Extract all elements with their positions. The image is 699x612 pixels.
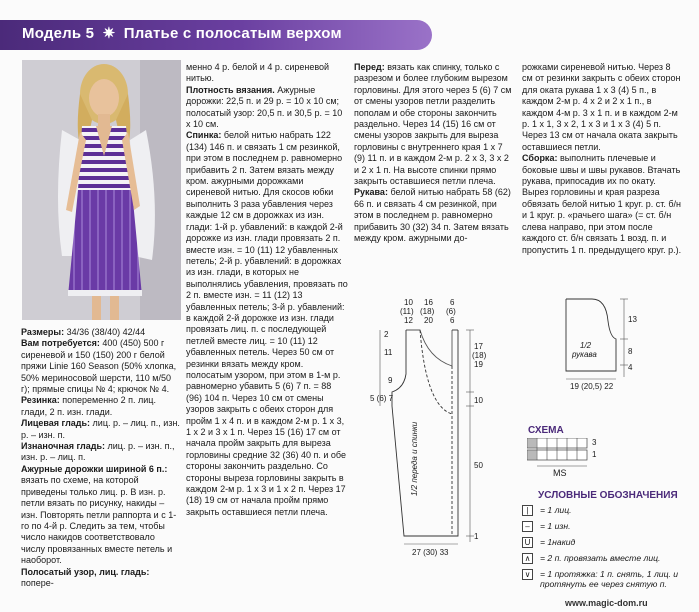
legend-title: УСЛОВНЫЕ ОБОЗНАЧЕНИЯ: [538, 490, 678, 501]
dim-right-1: 1: [474, 532, 479, 541]
dim-right-17: 17: [474, 342, 483, 351]
schema-row-1: 1: [592, 450, 597, 459]
dim-top-left-sub: (11): [400, 307, 414, 316]
schema-title: СХЕМА: [528, 425, 564, 436]
sleeve-pattern-diagram: [548, 295, 648, 391]
stripe-continued-text: менно 4 р. белой и 4 р. сиреневой нитью.: [186, 62, 330, 84]
legend-text: = 1накид: [540, 537, 576, 547]
legend-item: [522, 569, 692, 589]
stockinette-label: Лицевая гладь:: [21, 418, 91, 429]
gauge-label: Плотность вязания.: [186, 84, 275, 95]
legend-item: [522, 537, 575, 548]
k2tog-symbol-icon: ∧: [522, 553, 533, 564]
stripe-text: попере-: [21, 577, 54, 588]
knit-symbol-icon: |: [522, 505, 533, 516]
dim-top-left: 10: [404, 298, 413, 307]
sleeve-text: белой нитью набрать 58 (62) 66 п. и связать 4 см резинкой, при этом в последнем р. равномерно прибавить 30 (32) 34 п. Затем вязать между кром. ажурными до-: [354, 187, 511, 244]
dim-top-right: 6: [450, 298, 455, 307]
materials-text: 400 (450) 500 г сиреневой и 150 (150) 200 г белой пряжи Linie 160 Season (50% хлопка, 50% мериносовой шерсти, 110 м/50 г); прямые спицы № 4; крючок № 4.: [21, 338, 177, 395]
sleeve-continued-text: рожками сиреневой нитью. Через 8 см от резинки закрыть с обеих сторон для оката рукава 1 x 3 (4) 5 п., в каждом 2-м р. 4 x 2 и 2 x 1 п., в каждом 4-м р. 3 x 1 п. и в каждом 2-м р. 1 x 1, 3 x 2, 1 x 3 и 1 x 3 (4) 5 п. Через 13 см от начала оката закрыть оставшиеся петли.: [522, 62, 681, 152]
lace-label: Ажурные дорожки шириной 6 п.:: [21, 463, 168, 474]
front-text: вязать как спинку, только с разрезом и более глубоким вырезом горловины. Для этого через 5 (6) 7 см от смены узоров петли разделить пополам и обе стороны закончить раздельно. Через 14 (15) 16 см от смены узоров закрыть для выреза горловины с внутреннего края 1 x 7 (9) 11 п. и в каждом 2-м р. 2 x 3, 3 x 2 и 2 x 1 п. На высоте спинки прямо закрыть оставшиеся петли плеча.: [354, 62, 512, 187]
model-header: [0, 20, 432, 50]
body-pattern-diagram: [370, 296, 500, 596]
model-name: Платье с полосатым верхом: [123, 25, 342, 42]
assembly-label: Сборка:: [522, 153, 558, 164]
sleeve-dim-bottom: 19 (20,5) 22: [570, 382, 614, 391]
site-url: www.magic-dom.ru: [565, 598, 648, 608]
text-column-3: [354, 62, 516, 245]
back-text: белой нитью набрать 122 (134) 146 п. и связать 1 см резинкой, при этом в последнем р. равномерно прибавить 2 п. Затем вязать между кром. ажурными дорожками сиреневой нитью. Для скосов юбки выполнить 3 раза убавления через каждые 12 см в дорожках из изн. глади: 1-й р. убавлений: в каждой 2-й дорожке из изн. глади провязать 2 п. вместе изн. = 10 (11) 12 убавленных петель; 2-й р. убавлений: в дорожках из изн. глади, в которых не выполнялись убавления, провязать по 2 п. вместе изн. = 11 (12) 13 убавленных петель; 3-й р. убавлений: в каждой 2-й дорожке из изн. глади провязать лиц. п. с последующей петлей вместе лиц. = 10 (11) 12 убавленных петель. Через 50 см от резинки вязать между кром. полосатым узором, при этом в 1-м р. равномерно убавить 5 (6) 7 п. = 88 (96) 104 п. Через 10 см от смены узоров закрыть с обеих сторон для пройм 1 x 4 п. и в каждом 2-м р. 1 x 3, 1 x 2 и 3 x 1 п. Через 15 (16) 17 см от начала пройм закрыть для выреза горловины средние 32 (36) 40 п. и обе стороны закончить раздельно. Со стороны выреза горловины закрыть в каждом 2-м р. 1 x 3 и 1 x 2 п. Через 17 (18) 19 см от начала пройм прямо закрыть оставшиеся петли плеча.: [186, 130, 348, 517]
stripe-label: Полосатый узор, лиц. гладь:: [21, 566, 150, 577]
legend-text: = 1 изн.: [540, 521, 571, 531]
sleeve-label: Рукава:: [354, 187, 388, 198]
skpo-symbol-icon: ∨: [522, 569, 533, 580]
sleeve-dim-4: 4: [628, 363, 633, 372]
dim-right-50: 50: [474, 461, 483, 470]
schema-repeat-label: MS: [553, 468, 567, 478]
sleeve-dim-13: 13: [628, 315, 637, 324]
reverse-stockinette-label: Изнаночная гладь:: [21, 441, 106, 452]
dim-left-567: 5 (6) 7: [370, 394, 394, 403]
text-column-4: [522, 62, 682, 256]
dim-top-mid-sub: (18): [420, 307, 435, 316]
dim-right-19: 19: [474, 360, 483, 369]
dim-top-mid-sub2: 20: [424, 316, 433, 325]
legend-text: = 2 п. провязать вместе лиц.: [540, 553, 661, 563]
dim-left-2: 2: [384, 330, 389, 339]
rib-text: попеременно 2 п. лиц. глади, 2 п. изн. глади.: [21, 395, 156, 417]
sleeve-dim-8: 8: [628, 347, 633, 356]
legend-text: = 1 лиц.: [540, 505, 572, 515]
reverse-stockinette-text: лиц. р. – изн. п., изн. р. – лиц. п.: [21, 441, 175, 463]
legend-item: [522, 505, 572, 516]
model-number: Модель 5: [22, 25, 95, 42]
dim-bottom: 27 (30) 33: [412, 548, 449, 557]
legend-item: [522, 521, 570, 532]
sizes-text: 34/36 (38/40) 42/44: [64, 327, 146, 337]
purl-symbol-icon: –: [522, 521, 533, 532]
dim-right-18: (18): [472, 351, 487, 360]
dim-left-9: 9: [388, 376, 393, 385]
back-label: Спинка:: [186, 130, 222, 141]
front-label: Перед:: [354, 62, 385, 72]
sleeve-label-half: 1/2: [580, 341, 592, 350]
text-column-2: [186, 62, 348, 518]
dress-illustration-icon: [22, 60, 181, 320]
legend-item: [522, 553, 660, 564]
text-column-1: [21, 327, 181, 589]
rib-label: Резинка:: [21, 395, 60, 406]
star-icon: ✷: [102, 25, 116, 42]
gauge-text: Ажурные дорожки: 22,5 п. и 29 р. = 10 x 10 см; полосатый узор: 20,5 п. и 30,5 р. = 10 x 10 см.: [186, 84, 343, 130]
header-title: [22, 24, 342, 42]
stockinette-text: лиц. р. – лиц. п., изн. р. – изн. п.: [21, 418, 180, 440]
dim-left-11: 11: [384, 348, 393, 357]
schema-row-3: 3: [592, 438, 597, 447]
materials-label: Вам потребуется:: [21, 338, 100, 349]
dim-top-mid: 16: [424, 298, 433, 307]
sleeve-label-name: рукава: [572, 350, 597, 359]
sizes-label: Размеры:: [21, 327, 65, 337]
dim-top-right-sub2: 6: [450, 316, 455, 325]
assembly-text: выполнить плечевые и боковые швы и швы рукавов. Втачать рукава, припосадив их по окату. Вырез горловины и края разреза обвязать белой нитью 1 круг. р. ст. б/н и 1 круг. р. «рачьего шага» (= ст. б/н слева направо, при этом после каждого ст. б/н связать 1 возд. п. и пропустить 1 п. предыдущего круг. р.).: [522, 153, 682, 255]
piece-label: 1/2 переда и спинки: [410, 421, 419, 496]
model-photo: [22, 60, 181, 320]
dim-top-right-sub: (6): [446, 307, 456, 316]
yarn-over-symbol-icon: U: [522, 537, 533, 548]
dim-right-10: 10: [474, 396, 483, 405]
legend-text: = 1 протяжка: 1 п. снять, 1 лиц. и протянуть ее через снятую п.: [540, 569, 679, 589]
dim-top-left-sub2: 12: [404, 316, 413, 325]
lace-text: вязать по схеме, на которой приведены только лиц. р. В изн. р. петли вязать по рисунку, накиды – изн. Повторять петли раппорта и с 1-го по 4-й р. Следить за тем, чтобы число накидов соответствовало числу провязанных вместе петель и наоборот.: [21, 475, 177, 566]
sleeve-outline: [548, 295, 648, 385]
